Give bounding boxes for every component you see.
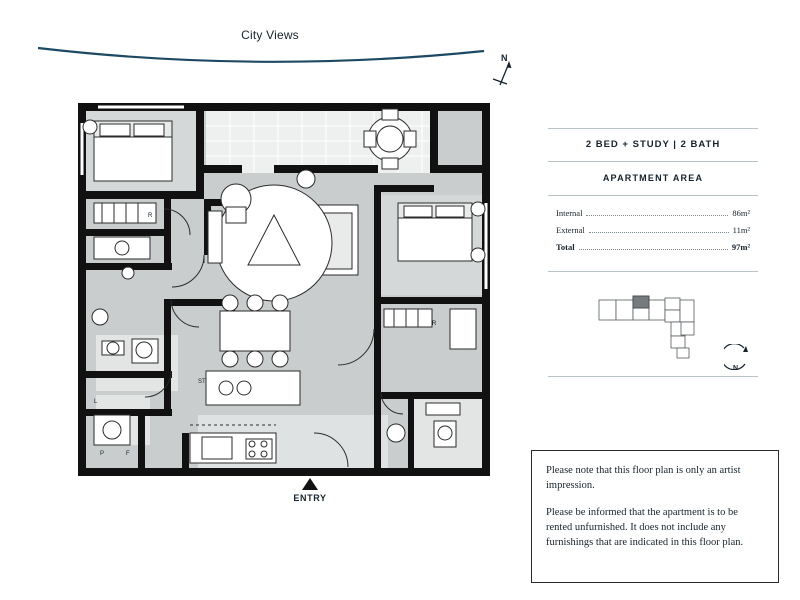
laundry-label-text: L (94, 399, 98, 405)
key-plan-diagram (593, 286, 713, 364)
apartment-info-panel (548, 128, 758, 377)
key-plan-area (548, 272, 758, 372)
compass-north-letter-bottom: N (733, 365, 739, 372)
area-value-internal: 86m² (732, 208, 750, 218)
robe-label-1-text: R (148, 213, 153, 219)
fridge-label-text: F (126, 451, 130, 457)
area-row-external (556, 225, 750, 235)
area-dots-total (579, 242, 728, 250)
disclaimer-paragraph-1: Please note that this floor plan is only an artist impression. (546, 465, 741, 491)
entry-arrow-icon (302, 478, 318, 490)
compass-north-top (487, 55, 527, 100)
compass-north-bottom (724, 344, 750, 370)
disclaimer-box (531, 450, 779, 583)
apartment-area-heading: APARTMENT AREA (602, 173, 704, 183)
disclaimer-paragraph-2: Please be informed that the apartment is to be rented unfurnished. It does not include any furnishings that are indicated in this floor plan. (546, 506, 744, 548)
area-row-total (556, 242, 750, 252)
entry-label: ENTRY (293, 493, 327, 503)
area-value-external: 11m² (732, 225, 750, 235)
area-label-total: Total (556, 242, 575, 252)
apartment-configuration: 2 BED + STUDY | 2 BATH (585, 139, 721, 150)
area-label-external: External (556, 225, 585, 235)
pantry-label-text: P (100, 451, 105, 457)
compass-north-letter: N (501, 53, 508, 63)
area-row-internal (556, 208, 750, 218)
area-value-total: 97m² (731, 242, 750, 252)
entry-marker (280, 478, 340, 503)
area-list (548, 196, 758, 271)
area-dots-external (589, 225, 729, 233)
divider-5 (548, 376, 758, 377)
area-dots-internal (586, 208, 728, 216)
robe-label-2-text: R (432, 321, 437, 327)
st-label-text: ST (198, 379, 206, 385)
area-label-internal: Internal (556, 208, 583, 218)
city-views-label: City Views (241, 28, 299, 42)
floor-plan-drawing (78, 103, 490, 476)
city-views-arc-decoration (36, 46, 486, 68)
